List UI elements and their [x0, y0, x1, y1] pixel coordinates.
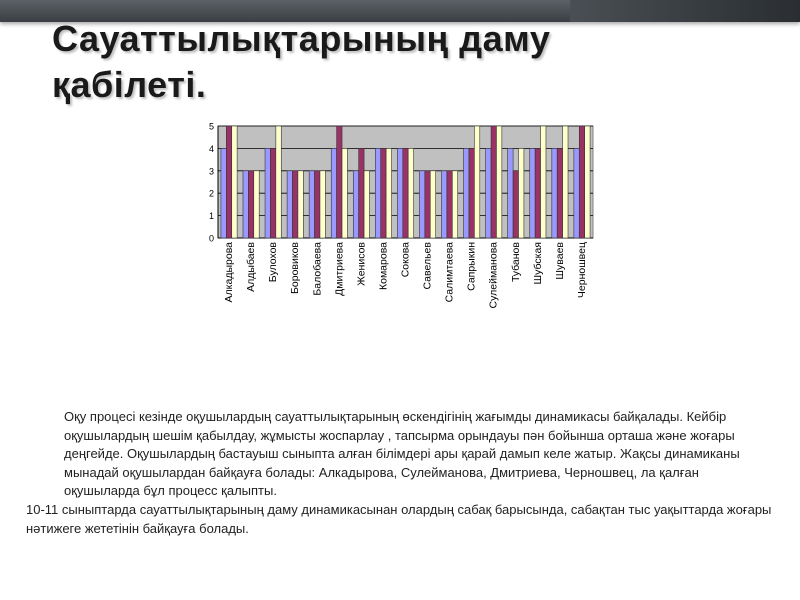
bar	[265, 148, 270, 238]
x-tick-label: Салимтаева	[443, 242, 456, 303]
y-tick-label: 3	[208, 166, 214, 177]
bar	[221, 148, 226, 238]
slide-title-line-2: қабілеті.	[52, 64, 207, 105]
bar	[419, 171, 424, 238]
bar	[486, 148, 491, 238]
x-tick-label: Женисов	[355, 242, 368, 286]
bar	[513, 171, 518, 238]
bar	[518, 148, 523, 238]
body-text	[26, 408, 776, 538]
bar	[452, 171, 457, 238]
bar	[298, 171, 303, 238]
bar	[557, 148, 562, 238]
bar	[309, 171, 314, 238]
bar	[353, 171, 358, 238]
bar	[276, 126, 281, 238]
bar	[491, 126, 496, 238]
bar	[232, 126, 237, 238]
x-tick-label: Шубская	[531, 242, 544, 285]
bar	[464, 148, 469, 238]
bar	[474, 126, 479, 238]
x-tick-label: Боровиков	[289, 242, 302, 294]
bar	[248, 171, 253, 238]
bar	[530, 148, 535, 238]
x-tick-label: Дмитриева	[333, 242, 346, 296]
bar	[442, 171, 447, 238]
bar	[270, 148, 275, 238]
bar	[535, 148, 540, 238]
bar	[403, 148, 408, 238]
y-tick-label: 4	[208, 143, 214, 154]
x-tick-label: Балобаева	[311, 242, 324, 296]
x-tick-label: Алдыбаев	[245, 242, 258, 292]
body-paragraph-1: Оқу процесі кезінде оқушылардың сауаттылықтарының өскендігінің жағымды динамикасы байқалады. Кейбір оқушылардың шешім қабылдау, жұмысты жоспарлау , тапсырма орындауы пән бойынша орташа және жоғары деңгейде. Оқушылардың бастауыш сыныпта алған білімдері ары қарай дамып келе жатыр. Жақсы динамиканы мынадай оқушылардан байқауға болады: Алкадырова, Сулейманова, Дмитриева, Черношвец, ла қалған оқушыларда бұл процесс қалыпты.	[64, 409, 740, 499]
bar	[408, 148, 413, 238]
x-tick-label: Комарова	[377, 242, 390, 290]
bar	[287, 171, 292, 238]
bar	[430, 171, 435, 238]
bar	[496, 126, 501, 238]
x-tick-label: Сокова	[399, 242, 412, 278]
bar	[243, 171, 248, 238]
bar	[320, 171, 325, 238]
bar-chart	[200, 118, 600, 338]
bar	[574, 148, 579, 238]
x-tick-label: Савельев	[421, 242, 434, 290]
bar	[342, 148, 347, 238]
y-tick-label: 1	[208, 211, 214, 222]
x-tick-label: Черношвец	[575, 242, 588, 299]
y-tick-label: 0	[208, 233, 214, 244]
bar	[447, 171, 452, 238]
bar	[425, 171, 430, 238]
slide-title-line-1: Сауаттылықтарының даму	[52, 18, 551, 59]
bar	[337, 126, 342, 238]
bar	[254, 171, 259, 238]
y-tick-label: 2	[208, 188, 214, 199]
bar	[293, 171, 298, 238]
bar	[315, 171, 320, 238]
slide-title	[52, 16, 772, 108]
x-tick-label: Шуваев	[553, 242, 566, 280]
y-tick-label: 5	[208, 121, 214, 132]
x-tick-label: Сулейманова	[487, 242, 500, 309]
bar	[386, 148, 391, 238]
bar	[579, 126, 584, 238]
bar	[359, 148, 364, 238]
bar	[375, 148, 380, 238]
x-tick-label: Сапрыкин	[465, 242, 478, 291]
bar	[364, 171, 369, 238]
bar	[226, 126, 231, 238]
bar	[381, 148, 386, 238]
bar	[585, 126, 590, 238]
bar	[469, 148, 474, 238]
bar	[397, 148, 402, 238]
body-paragraph-2: 10-11 сыныптарда сауаттылықтарының даму динамикасынан олардың сабақ барысында, сабақтан тыс уақыттарда жоғары нәтижеге жететінін байқауға болады.	[26, 501, 772, 536]
bar	[331, 148, 336, 238]
bar	[563, 126, 568, 238]
bar	[508, 148, 513, 238]
x-tick-label: Алкадырова	[223, 242, 236, 303]
x-tick-label: Булохов	[267, 242, 280, 283]
bar	[541, 126, 546, 238]
x-tick-label: Тубанов	[509, 242, 522, 283]
bar	[552, 148, 557, 238]
